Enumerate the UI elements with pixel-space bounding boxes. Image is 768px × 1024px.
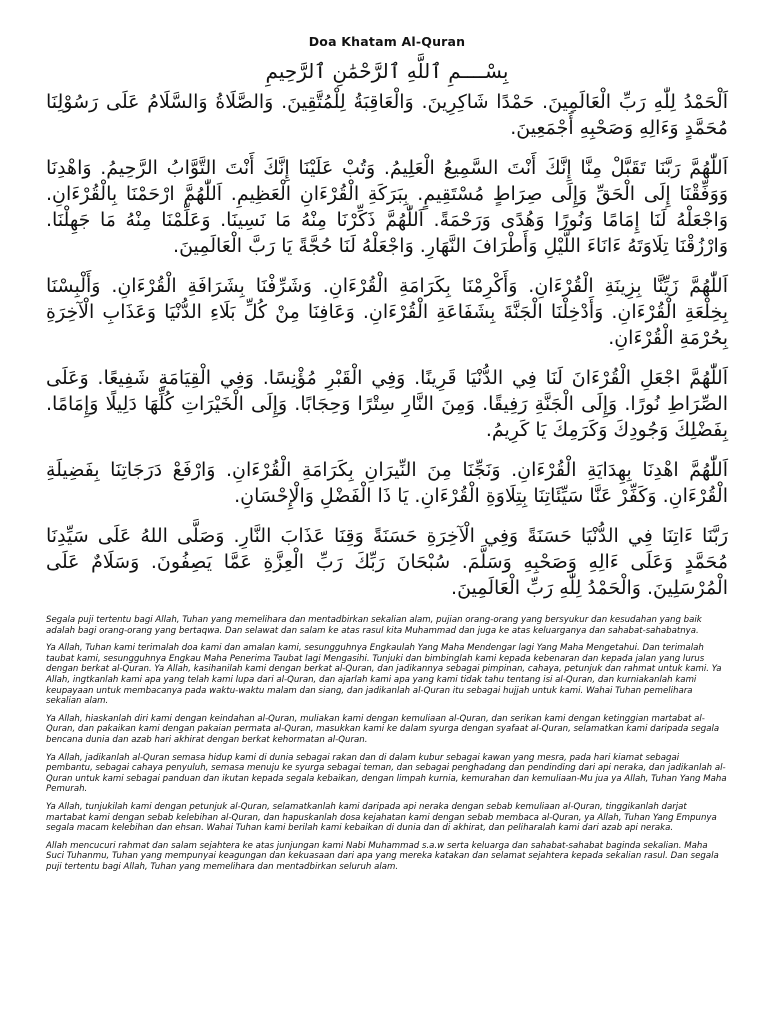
translation-paragraph: Ya Allah, jadikanlah al-Quran semasa hidup kami di dunia sebagai rakan dan di dalam kubur sebagai kawan yang mesra, pada hari kiamat sebagai pembantu, sebagai cahaya penyuluh, semasa menuju ke syurga sebagai teman, dan sebagai penghadang dan pendinding dari api neraka, dan jadikanlah al-Quran untuk kami sebagai panduan dan ikutan kepada segala kebaikan, dengan limpah kurnia, kemurahan dan kemuliaan-Mu jua ya Allah, Tuhan Yang Maha Pemurah.: [46, 752, 727, 795]
arabic-paragraph: رَبَّنَا ءَاتِنَا فِي الدُّنْيَا حَسَنَةً وَفِي الْآخِرَةِ حَسَنَةً وَقِنَا عَذَابَ النَّارِ. وَصَلَّى اللهُ عَلَى سَيِّدِنَا مُحَمَّدٍ وَعَلَى ءَالِهِ وَصَحْبِهِ وَسَلَّمَ. سُبْحَانَ رَبِّكَ رَبِّ الْعِزَّةِ عَمَّا يَصِفُونَ. وَسَلَامٌ عَلَى الْمُرْسَلِينَ. وَالْحَمْدُ لِلّٰهِ رَبِّ الْعَالَمِينَ.: [46, 525, 728, 599]
page-title: Doa Khatam Al-Quran: [308, 34, 466, 49]
translation-paragraph: Ya Allah, Tuhan kami terimalah doa kami dan amalan kami, sesungguhnya Engkaulah Yang Maha Mendengar lagi Yang Maha Mengetahui. Dan terimalah taubat kami, sesungguhnya Engkau Maha Penerima Taubat lagi Mengasihi. Tunjuki dan bimbinglah kami kepada kebenaran dan kepada jalan yang lurus dengan berkat al-Quran. Ya Allah, kasihanilah kami dengan berkat al-Quran, dan jadikannya sebagai pimpinan, cahaya, petunjuk dan rahmat untuk kami. Ya Allah, ingtkanlah kami apa yang telah kami lupa dari al-Quran, dan ajarlah kami apa yang kami tidak tahu tentang isi al-Quran, dan kurniakanlah kami keupayaan untuk membacanya pada waktu-waktu malam dan siang, dan jadikanlah al-Quran itu sebagai hujjah untuk kami. Wahai Tuhan pemelihara sekalian alam.: [46, 643, 722, 707]
arabic-paragraph: اَللّٰهُمَّ زَيِّنَّا بِزِينَةِ الْقُرْءَانِ. وَأَكْرِمْنَا بِكَرَامَةِ الْقُرْءَانِ. وَشَرِّفْنَا بِشَرَافَةِ الْقُرْءَانِ. وَأَلْبِسْنَا بِخِلْعَةِ الْقُرْءَانِ. وَأَدْخِلْنَا الْجَنَّةَ بِشَفَاعَةِ الْقُرْءَانِ. وَعَافِنَا مِنْ كُلِّ بَلَاءِ الدُّنْيَا وَعَذَابِ الْآخِرَةِ بِحُرْمَةِ الْقُرْءَانِ.: [46, 275, 728, 349]
translation-paragraph: Allah mencucuri rahmat dan salam sejahtera ke atas junjungan kami Nabi Muhammad s.a.w serta keluarga dan sahabat-sahabat baginda sekalian. Maha Suci Tuhanmu, Tuhan yang mempunyai keagungan dan kekuasaan dari apa yang mereka katakan dan selamat sejahtera kepada sekalian rasul. Dan segala puji tertentu bagi Allah, Tuhan yang memelihara dan mentadbirkan seluruh alam.: [46, 840, 719, 872]
basmala: بِسْــــمِ ٱللَّهِ ٱلرَّحْمَٰنِ ٱلرَّحِيمِ: [265, 59, 509, 83]
translation-paragraph: Segala puji tertentu bagi Allah, Tuhan yang memelihara dan mentadbirkan sekalian alam, pujian orang-orang yang bersyukur dan kesudahan yang baik adalah bagi orang-orang yang bertaqwa. Dan selawat dan salam ke atas rasul kita Muhammad dan juga ke atas keluarganya dan sahabat-sahabatnya.: [46, 615, 702, 636]
translation-paragraph: Ya Allah, tunjukilah kami dengan petunjuk al-Quran, selamatkanlah kami daripada api neraka dengan sebab kemuliaan al-Quran, tinggikanlah darjat martabat kami dengan sebab kelebihan al-Quran, dan hapuskanlah dosa kejahatan kami dengan sebab membaca al-Quran, ya Allah, Tuhan Yang Empunya segala macam kelebihan dan ehsan. Wahai Tuhan kami berilah kami kebaikan di dunia dan di akhirat, dan peliharalah kami dari azab api neraka.: [46, 801, 717, 834]
arabic-paragraph: اَللّٰهُمَّ اهْدِنَا بِهِدَايَةِ الْقُرْءَانِ. وَنَجِّنَا مِنَ النِّيرَانِ بِكَرَامَةِ الْقُرْءَانِ. وَارْفَعْ دَرَجَاتِنَا بِفَضِيلَةِ الْقُرْءَانِ. وَكَفِّرْ عَنَّا سَيِّئَاتِنَا بِتِلَاوَةِ الْقُرْءَانِ. يَا ذَا الْفَضْلِ وَالْإِحْسَانِ.: [46, 459, 728, 507]
malay-translation: [46, 615, 728, 872]
arabic-paragraph: اَللّٰهُمَّ اجْعَلِ الْقُرْءَانَ لَنَا فِي الدُّنْيَا قَرِينًا. وَفِي الْقَبْرِ مُؤْنِسًا. وَفِي الْقِيَامَةِ شَفِيعًا. وَعَلَى الصِّرَاطِ نُورًا. وَإِلَى الْجَنَّةِ رَفِيقًا. وَمِنَ النَّارِ سِتْرًا وَحِجَابًا. وَإِلَى الْخَيْرَاتِ كُلِّهَا دَلِيلًا وَإِمَامًا. بِفَضْلِكَ وَجُودِكَ وَكَرَمِكَ يَا كَرِيمُ.: [46, 367, 728, 441]
arabic-paragraph: اَلْحَمْدُ لِلّٰهِ رَبِّ الْعَالَمِينَ. حَمْدًا شَاكِرِينَ. وَالْعَاقِبَةُ لِلْمُتَّقِينَ. وَالصَّلَاةُ وَالسَّلَامُ عَلَى رَسُوْلِنَا مُحَمَّدٍ وَءَالِهِ وَصَحْبِهِ أَجْمَعِينَ.: [46, 91, 728, 139]
arabic-paragraph: اَللّٰهُمَّ رَبَّنَا تَقَبَّلْ مِنَّا إِنَّكَ أَنْتَ السَّمِيعُ الْعَلِيمُ. وَتُبْ عَلَيْنَا إِنَّكَ أَنْتَ التَّوَّابُ الرَّحِيمُ. وَاهْدِنَا وَوَفِّقْنَا إِلَى الْحَقِّ وَإِلَى صِرَاطٍ مُسْتَقِيمٍ. بِبَرَكَةِ الْقُرْءَانِ الْعَظِيمِ. اَللّٰهُمَّ ارْحَمْنَا بِالْقُرْءَانِ. وَاجْعَلْهُ لَنَا إِمَامًا وَنُورًا وَهُدًى وَرَحْمَةً. اَللّٰهُمَّ ذَكِّرْنَا مِنْهُ مَا نَسِينَا. وَعَلِّمْنَا مِنْهُ مَا جَهِلْنَا. وَارْزُقْنَا تِلَاوَتَهُ ءَانَاءَ اللَّيْلِ وَأَطْرَافَ النَّهَارِ. وَاجْعَلْهُ لَنَا حُجَّةً يَا رَبَّ الْعَالَمِينَ.: [46, 157, 728, 257]
translation-paragraph: Ya Allah, hiaskanlah diri kami dengan keindahan al-Quran, muliakan kami dengan kemuliaan al-Quran, dan serikan kami dengan ketinggian martabat al-Quran, dan pakaikan kami dengan pakaian permata al-Quran, masukkan kami ke dalam syurga dengan syafaat al-Quran, selamatkan kami daripada segala bencana dunia dan azab hari akhirat dengan berkat kehormatan al-Quran.: [46, 713, 720, 745]
arabic-prayer: [46, 89, 728, 601]
